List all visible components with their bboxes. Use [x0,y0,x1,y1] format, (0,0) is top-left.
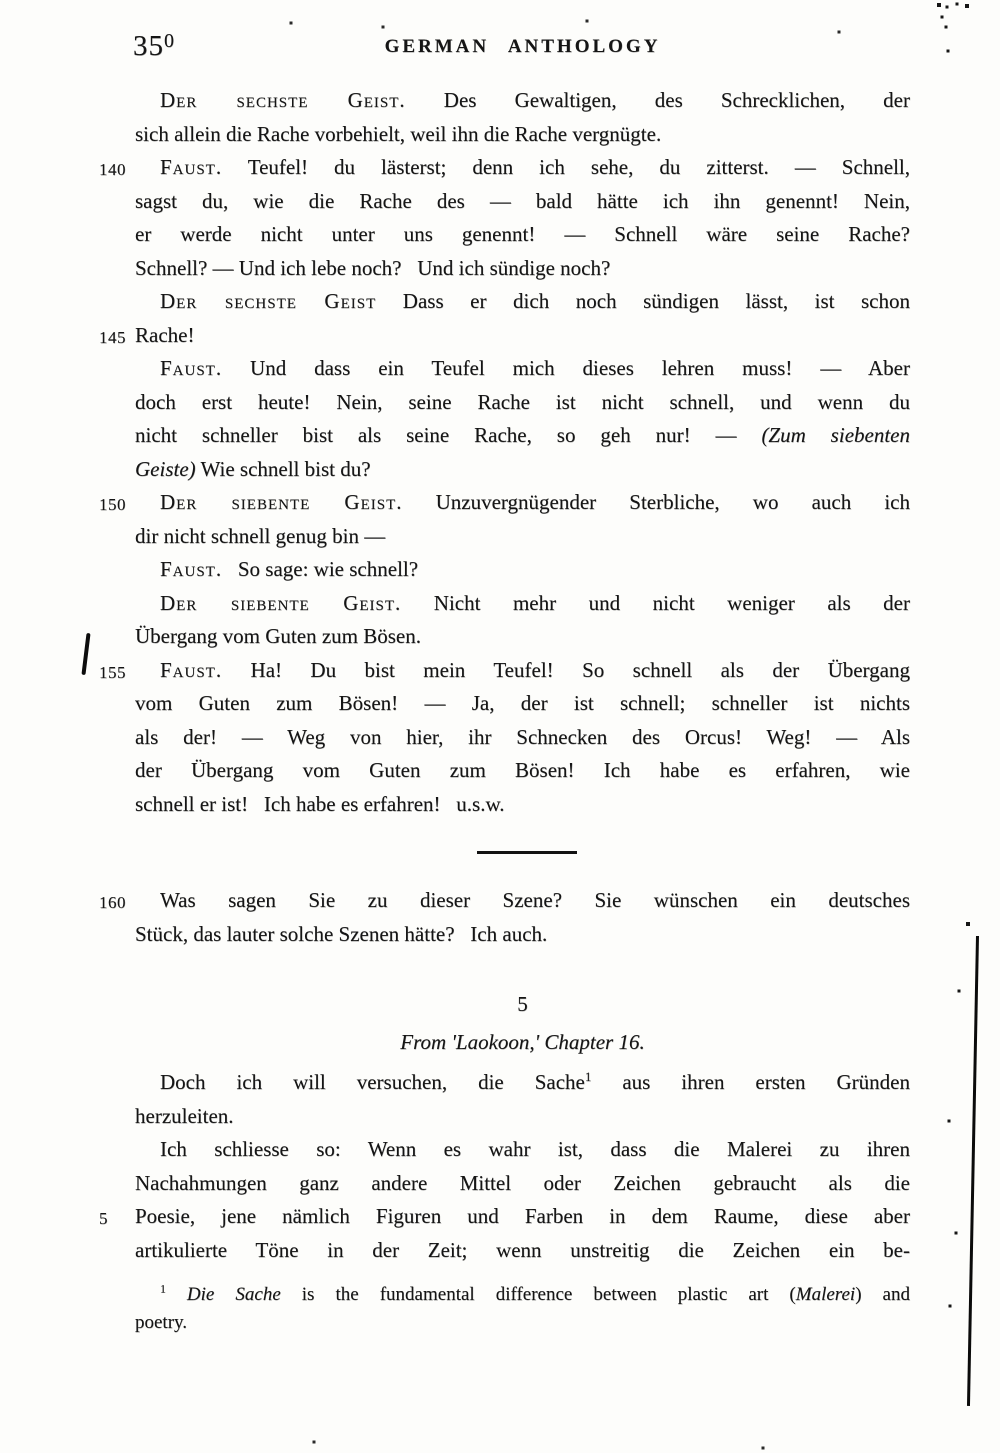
text-line [135,1100,910,1134]
text-line [99,319,910,353]
section-divider-rule [477,851,577,854]
speaker-name: Der sechste Geist [160,289,377,313]
editor-comment-block [99,884,910,951]
laokoon-excerpt-block [99,1066,910,1267]
italic-text-segment: Geiste) [135,456,196,481]
text-column [99,84,910,1336]
speaker-name: Faust. [160,356,223,380]
text-line [135,687,910,721]
text-segment: poetry. [135,1311,188,1333]
text-segment: herzuleiten. [135,1103,234,1128]
text-line [135,185,910,219]
margin-line-number: 150 [99,495,126,514]
text-segment: er werde nicht unter uns genennt! — Schnell wäre seine Rache? [135,222,910,246]
text-segment: So sage: wie schnell? [222,557,419,581]
text-line [135,1281,910,1309]
text-line [135,587,910,621]
text-segment: sagst du, wie die Rache des — bald hätte ich ihn genennt! Nein, [135,188,910,213]
text-line [135,1066,910,1100]
text-line [135,620,910,654]
margin-line-number: 155 [99,662,126,682]
speaker-name: Der sechste Geist. [160,88,406,112]
italic-text-segment: Malerei [795,1284,856,1305]
text-segment: Übergang vom Guten zum Bösen. [135,624,421,648]
text-segment: ) and [855,1284,910,1305]
text-segment: nicht schneller bist als seine Rache, so geh nur! — [135,423,762,447]
section-number: 5 [517,992,528,1016]
speaker-name: Der siebente Geist. [160,590,402,615]
margin-line-number: 160 [99,893,126,912]
running-header-title: GERMAN ANTHOLOGY [384,36,661,57]
text-segment: is the fundamental difference between plastic art ( [280,1284,796,1305]
footnote-block [135,1281,910,1336]
text-segment: Nicht mehr und nicht weniger als der [401,590,910,615]
text-segment: als der! — Weg von hier, ihr Schnecken des Orcus! Weg! — Als [135,724,910,749]
footnote-reference: 1 [160,1282,166,1296]
text-segment: Ich schliesse so: Wenn es wahr ist, dass die Malerei zu ihren [160,1137,910,1161]
ink-speckles [0,0,2,2]
text-segment: Ha! Du bist mein Teufel! So schnell als der Übergang [222,657,910,682]
text-line [135,553,910,587]
text-segment: schnell er ist! Ich habe es erfahren! u.s.w. [135,791,505,816]
margin-line-number: 5 [99,1209,108,1228]
page-number-raised-digit: 0 [164,30,175,52]
margin-line-number: 145 [99,327,126,347]
text-segment: Dass er dich noch sündigen lässt, ist schon [376,289,910,313]
text-segment: artikulierte Töne in der Zeit; wenn unstreitig die Zeichen ein be- [135,1237,910,1262]
section-title: From 'Laokoon,' Chapter 16. [400,1030,645,1054]
text-line [135,386,910,420]
text-segment: aus ihren ersten Gründen [591,1070,910,1094]
text-segment: der Übergang vom Guten zum Bösen! Ich habe es erfahren, wie [135,758,910,782]
text-line [99,486,910,520]
margin-ink-mark [81,633,90,675]
speaker-name: Faust. [160,155,223,179]
text-line [99,1200,910,1234]
speaker-name: Faust. [160,557,223,581]
text-segment: Des Gewaltigen, des Schrecklichen, der [405,88,910,112]
text-line [135,1167,910,1201]
text-segment: doch erst heute! Nein, seine Rache ist nicht schnell, und wenn du [135,389,910,414]
text-segment: Doch ich will versuchen, die Sache [160,1070,585,1094]
text-segment: sich allein die Rache vorbehielt, weil ihn die Rache vergnügte. [135,121,662,146]
text-line [135,84,910,118]
text-line [135,520,910,554]
text-line [135,1234,910,1268]
text-segment: Was sagen Sie zu dieser Szene? Sie wünschen ein deutsches [160,888,910,912]
text-line [135,1133,910,1167]
footnote-reference: 1 [584,1069,592,1084]
italic-text-segment: (Zum siebenten [761,423,910,447]
text-line [135,118,910,152]
text-segment: Poesie, jene nämlich Figuren und Farben in dem Raume, diese aber [135,1204,910,1228]
text-segment: Schnell? — Und ich lebe noch? Und ich sündige noch? [135,255,611,280]
text-line [135,218,910,252]
speaker-name: Der siebente Geist. [160,490,403,514]
text-line [135,1309,910,1337]
faust-dialogue-block [99,84,910,821]
text-segment: Nachahmungen ganz andere Mittel oder Zeichen gebraucht als die [135,1170,910,1195]
text-line [135,754,910,788]
text-line [135,285,910,319]
text-segment: Stück, das lauter solche Szenen hätte? Ich auch. [135,921,548,946]
scan-edge-line [967,936,979,1406]
text-line [99,884,910,918]
speaker-name: Faust. [160,657,223,682]
text-line [135,252,910,286]
text-segment [166,1284,187,1305]
text-line [99,151,910,185]
text-line [135,352,910,386]
text-segment: Unzuvergnügender Sterbliche, wo auch ich [402,490,910,514]
italic-text-segment: Die Sache [186,1284,281,1305]
text-segment: Rache! [135,322,195,347]
text-line [135,721,910,755]
text-segment: Teufel! du lästerst; denn ich sehe, du zitterst. — Schnell, [222,155,910,179]
text-segment: Und dass ein Teufel mich dieses lehren muss! — Aber [222,356,910,380]
text-segment: Wie schnell bist du? [195,456,371,481]
text-line [99,654,910,688]
text-segment: dir nicht schnell genug bin — [135,523,386,548]
text-line [135,788,910,822]
text-line [135,918,910,952]
text-segment: vom Guten zum Bösen! — Ja, der ist schnell; schneller ist nichts [135,691,910,715]
text-line [135,453,910,487]
page-number-main: 35 [133,30,164,62]
text-line [135,419,910,453]
margin-line-number: 140 [99,160,126,179]
